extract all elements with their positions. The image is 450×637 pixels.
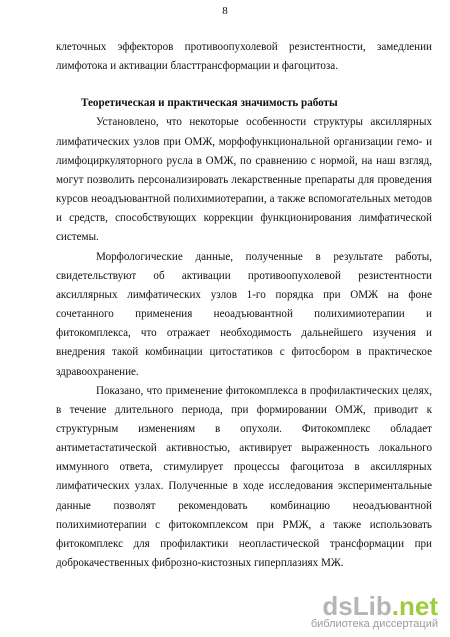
document-body <box>56 38 432 573</box>
watermark-subtitle: библиотека диссертаций <box>310 618 438 630</box>
dslib-logo <box>298 592 438 620</box>
logo-lib-text: Lib <box>352 591 392 621</box>
paragraph-significance-1: Установлено, что некоторые особенности структуры аксиллярных лимфатических узлов при ОМЖ, морфофункциональной организации гемо- и лимфоциркуляторного русла в ОМЖ, по сравнению с нормой, на наш взгляд, могут позволить персонализировать лекарственные препараты для проведения курсов неоадъювантной полихимиотерапии, а также вспомогательных методов и средств, способствующих коррекции функционирования лимфатической системы. <box>56 116 432 244</box>
paragraph-significance-3: Показано, что применение фитокомплекса в профилактических целях, в течение длительного периода, при формировании ОМЖ, приводит к структурным изменениям в опухоли. Фитокомплекс обладает антиметастатической активностью, активирует выраженность локального иммунного ответа, стимулирует процессы фагоцитоза в аксиллярных лимфатических узлах. Полученные в ходе исследования экспериментальные данные позволят рекомендовать комбинацию неоадъювантной полихимиотерапии с фитокомплексом при РМЖ, а также использовать фитокомплекс для профилактики неопластической трансформации при доброкачественных фиброзно-кистозных гиперплазиях МЖ. <box>56 384 432 570</box>
paragraph-significance-2: Морфологические данные, полученные в результате работы, свидетельствуют об активации противоопухолевой резистентности аксиллярных лимфатических узлов 1-го порядка при ОМЖ на фоне сочетанного применения неоадъювантной полихимиотерапии и фитокомплекса, что отражает необходимость дальнейшего изучения и внедрения такой комбинации цитостатиков с фитосбором в практическое здравоохранение. <box>56 250 432 378</box>
section-heading: Теоретическая и практическая значимость работы <box>81 97 338 110</box>
logo-ds-text: ds <box>322 591 353 621</box>
dslib-watermark <box>298 592 438 631</box>
page-number: 8 <box>222 5 228 17</box>
intro-continuation-paragraph: клеточных эффекторов противоопухолевой резистентности, замедлении лимфотока и активации бласттрансформации и фагоцитоза. <box>56 41 432 73</box>
logo-net-text: .net <box>391 591 438 621</box>
